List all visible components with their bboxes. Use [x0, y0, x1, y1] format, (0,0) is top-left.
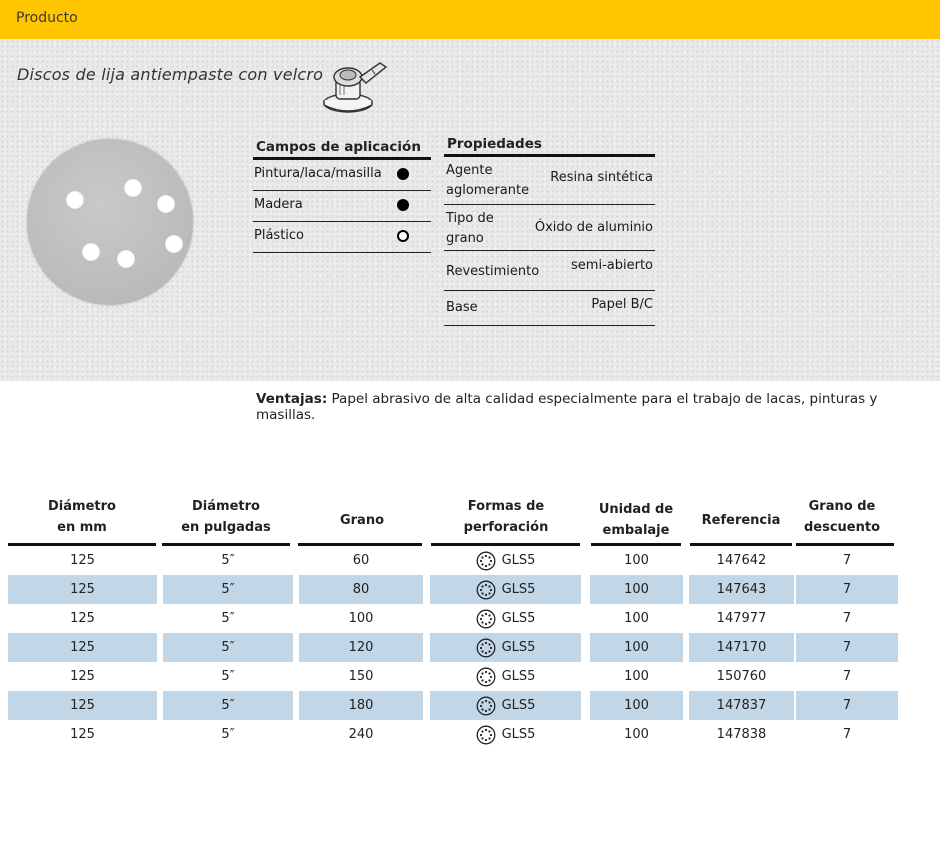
- table-row: [0, 575, 940, 604]
- cell-inch: 5″: [163, 633, 293, 662]
- col-header-descuento: [796, 496, 888, 538]
- perforation-label: GLS5: [501, 582, 536, 597]
- prop-label: Revestimiento: [446, 264, 540, 279]
- propiedades-table: [444, 136, 655, 326]
- cell-unidad: 100: [624, 727, 649, 742]
- header-line: Diámetro: [48, 499, 116, 514]
- cell-grano: 240: [348, 727, 374, 742]
- ventajas-description: Papel abrasivo de alta calidad especialmente para el trabajo de lacas, pinturas y masillas.: [256, 391, 878, 423]
- cell-unidad: 100: [590, 691, 683, 720]
- table-row: [0, 662, 940, 691]
- cell-ref: 147837: [689, 691, 794, 720]
- perforation-pattern-icon: [476, 638, 496, 658]
- col-header-mm: [8, 496, 156, 538]
- campos-row: [253, 222, 431, 253]
- header-line: Grano: [339, 513, 385, 528]
- cell-unidad: 100: [624, 553, 649, 568]
- campos-heading: Campos de aplicación: [253, 139, 431, 160]
- header-line: en pulgadas: [181, 520, 271, 535]
- header-line: Diámetro: [192, 499, 260, 514]
- cell-desc: 7: [842, 669, 852, 684]
- cell-grano: 80: [299, 575, 423, 604]
- col-header-perforacion: [432, 496, 580, 538]
- cell-mm: 125: [70, 727, 95, 742]
- perforation-label: GLS5: [501, 553, 536, 568]
- perforation-label: GLS5: [501, 698, 536, 713]
- sanding-disc-image: [27, 139, 193, 305]
- cell-mm: 125: [70, 611, 95, 626]
- cell-perf: [430, 633, 581, 662]
- header-line: Formas de: [467, 499, 545, 514]
- header-line: Referencia: [701, 513, 781, 528]
- disc-hole: [124, 179, 142, 197]
- perforation-pattern-icon: [476, 580, 496, 600]
- campos-label: Plástico: [254, 228, 305, 243]
- perforation-label: GLS5: [501, 611, 536, 626]
- propiedades-heading: Propiedades: [444, 136, 655, 157]
- empty-dot-icon: [397, 230, 409, 242]
- cell-ref: 150760: [716, 669, 767, 684]
- disc-hole: [165, 235, 183, 253]
- cell-mm: 125: [70, 669, 95, 684]
- propiedades-row: [444, 251, 655, 291]
- header-line: Unidad de: [598, 502, 674, 517]
- disc-hole: [82, 243, 100, 261]
- disc-hole: [117, 250, 135, 268]
- cell-grano: 150: [348, 669, 374, 684]
- cell-mm: 125: [8, 575, 157, 604]
- cell-desc: 7: [842, 611, 852, 626]
- cell-inch: 5″: [163, 691, 293, 720]
- cell-perf: [430, 604, 581, 633]
- prop-label: aglomerante: [446, 183, 530, 198]
- cell-desc: 7: [796, 633, 898, 662]
- prop-label: Agente: [446, 163, 493, 178]
- cell-ref: 147170: [689, 633, 794, 662]
- header-line: Grano de: [808, 499, 876, 514]
- table-row: [0, 633, 940, 662]
- table-row: [0, 720, 940, 749]
- prop-label: Base: [446, 300, 478, 315]
- cell-inch: 5″: [221, 611, 235, 626]
- propiedades-row: [444, 291, 655, 326]
- header-line: descuento: [803, 520, 881, 535]
- prop-value: Resina sintética: [550, 170, 653, 185]
- cell-ref: 147838: [716, 727, 767, 742]
- random-orbital-sander-icon: [320, 55, 390, 117]
- propiedades-row: [444, 157, 655, 205]
- campos-aplicacion-table: [253, 139, 431, 253]
- top-bar: [0, 0, 940, 39]
- col-header-referencia: [690, 510, 792, 531]
- perforation-label: GLS5: [501, 669, 536, 684]
- cell-grano: 120: [299, 633, 423, 662]
- col-header-grano: [298, 510, 426, 531]
- perforation-pattern-icon: [476, 667, 496, 687]
- product-title: Discos de lija antiempaste con velcro: [17, 65, 324, 84]
- prop-value: Papel B/C: [591, 297, 653, 312]
- campos-label: Pintura/laca/masilla: [254, 166, 382, 181]
- col-header-unidad: [591, 499, 681, 541]
- cell-grano: 180: [299, 691, 423, 720]
- cell-perf: [430, 691, 581, 720]
- prop-label: Tipo de: [446, 211, 494, 226]
- cell-ref: 147977: [716, 611, 767, 626]
- cell-unidad: 100: [624, 669, 649, 684]
- cell-desc: 7: [796, 575, 898, 604]
- cell-inch: 5″: [221, 553, 235, 568]
- cell-perf: [430, 662, 581, 691]
- section-title: Producto: [16, 10, 78, 26]
- perforation-pattern-icon: [476, 609, 496, 629]
- propiedades-row: [444, 205, 655, 251]
- cell-inch: 5″: [221, 727, 235, 742]
- perforation-label: GLS5: [501, 727, 536, 742]
- cell-unidad: 100: [590, 633, 683, 662]
- table-row: [0, 546, 940, 575]
- product-hero: [0, 39, 940, 381]
- perforation-pattern-icon: [476, 725, 496, 745]
- cell-desc: 7: [796, 691, 898, 720]
- header-line: perforación: [463, 520, 549, 535]
- col-header-inch: [162, 496, 290, 538]
- campos-label: Madera: [254, 197, 303, 212]
- table-row: [0, 604, 940, 633]
- cell-mm: 125: [8, 691, 157, 720]
- perforation-pattern-icon: [476, 696, 496, 716]
- ventajas-label: Ventajas:: [256, 391, 328, 407]
- filled-dot-icon: [397, 168, 409, 180]
- cell-perf: [430, 575, 581, 604]
- cell-unidad: 100: [624, 611, 649, 626]
- cell-perf: [430, 546, 581, 575]
- table-row: [0, 691, 940, 720]
- cell-mm: 125: [70, 553, 95, 568]
- cell-grano: 100: [348, 611, 374, 626]
- cell-mm: 125: [8, 633, 157, 662]
- header-line: embalaje: [602, 523, 670, 538]
- filled-dot-icon: [397, 199, 409, 211]
- campos-row: [253, 160, 431, 191]
- cell-inch: 5″: [163, 575, 293, 604]
- perforation-pattern-icon: [476, 551, 496, 571]
- disc-hole: [66, 191, 84, 209]
- campos-row: [253, 191, 431, 222]
- cell-perf: [430, 720, 581, 749]
- prop-value: Óxido de aluminio: [534, 220, 653, 235]
- cell-grano: 60: [352, 553, 370, 568]
- cell-inch: 5″: [221, 669, 235, 684]
- perforation-label: GLS5: [501, 640, 536, 655]
- cell-unidad: 100: [590, 575, 683, 604]
- header-line: en mm: [57, 520, 107, 535]
- cell-ref: 147642: [716, 553, 767, 568]
- prop-label: grano: [446, 231, 484, 246]
- disc-hole: [157, 195, 175, 213]
- prop-value: semi-abierto: [571, 258, 653, 273]
- cell-ref: 147643: [689, 575, 794, 604]
- ventajas-text: [256, 391, 940, 423]
- cell-desc: 7: [842, 553, 852, 568]
- cell-desc: 7: [842, 727, 852, 742]
